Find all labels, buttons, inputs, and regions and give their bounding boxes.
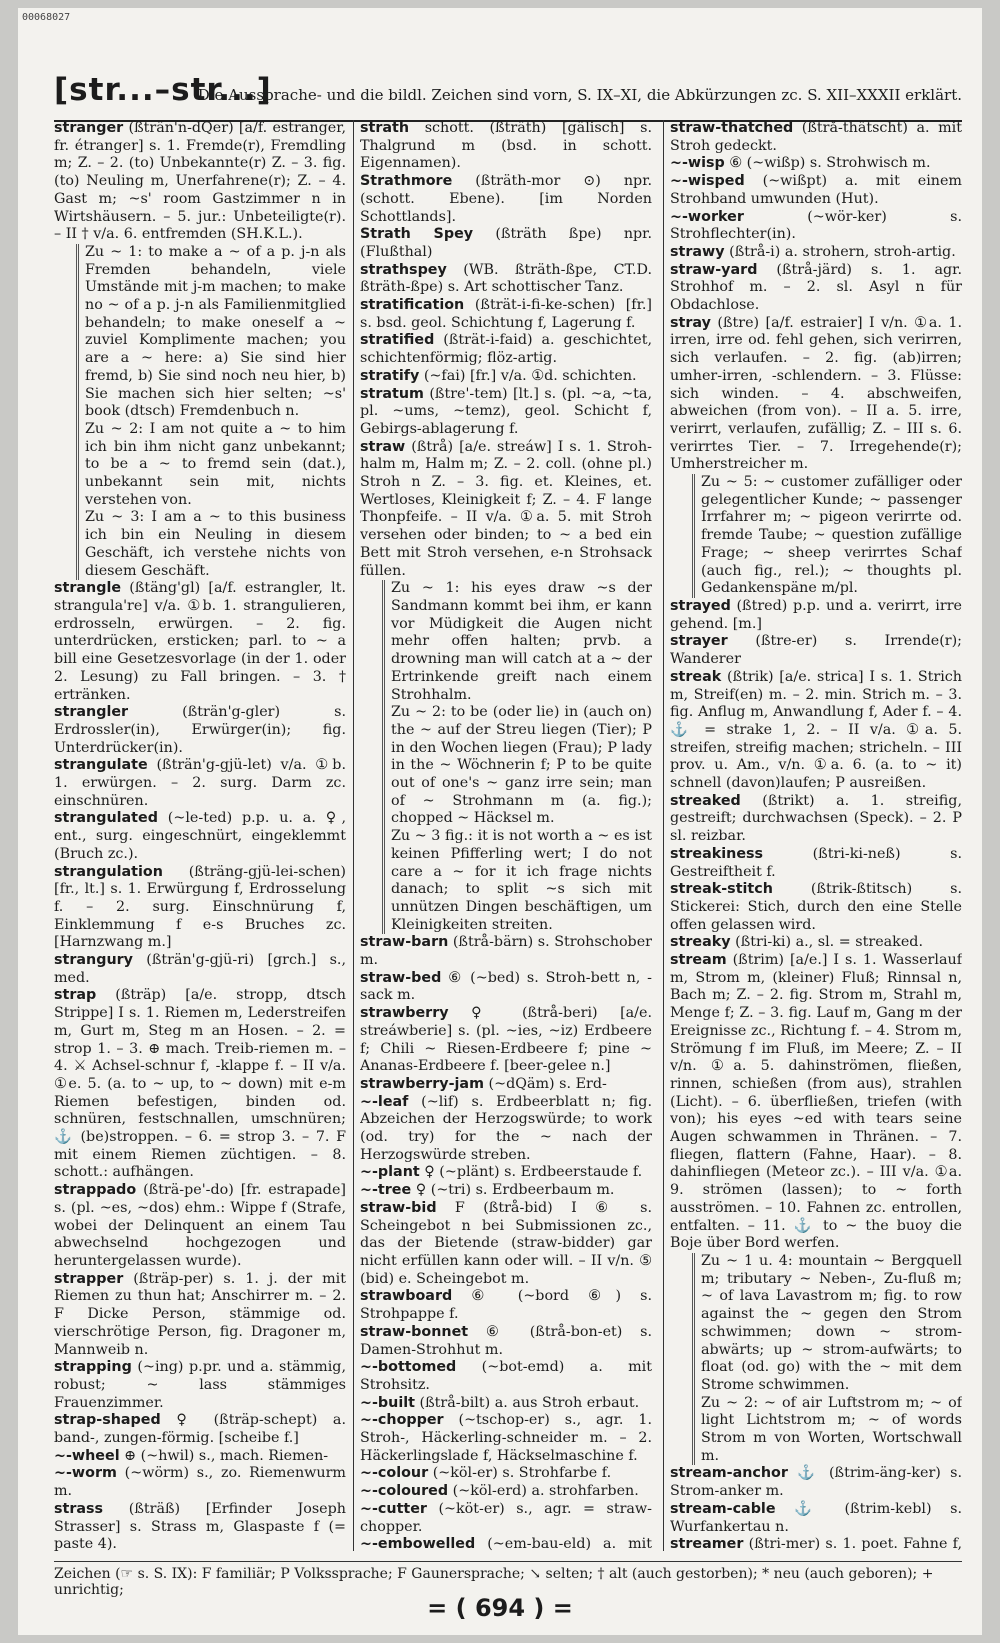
guide-words: [str...–str...] <box>54 72 272 108</box>
usage-phrase-block: Zu ~ 3: I am a ~ to this business ich bin ein Neuling in diesem Geschäft, ich verstehe nichts von diesem Geschäft. <box>76 509 346 580</box>
entry-definition: ♀ (ßtrå-beri) [a/e. streáwberie] s. (pl. ~ies, ~iz) Erdbeere f; Chili ~ Riesen-Erdbeere f; pine ~ Ananas-Erdbeere f. [beer-gelee n.] <box>360 1005 652 1075</box>
dictionary-entry <box>360 1288 652 1323</box>
entry-definition: (~wörm) s., zo. Riemenwurm m. <box>54 1465 346 1500</box>
entry-definition: (ßtrå-thätscht) a. mit Stroh gedeckt. <box>670 120 962 154</box>
header-note: Die Aussprache- und die bildl. Zeichen sind vorn, S. IX–XI, die Abkürzungen zc. S. XII–XXXII erklärt. <box>197 86 962 104</box>
entry-definition: (~le-ted) p.p. u. a. ♀, ent., surg. eingeschnürt, eingeklemmt (Bruch zc.). <box>54 810 346 862</box>
entry-headword: stratified <box>360 332 435 349</box>
entry-headword: stream <box>670 952 727 969</box>
entry-definition: ⚓ (ßtrim-äng-ker) s. Strom-anker m. <box>670 1465 962 1500</box>
entry-headword: strathspey <box>360 261 447 278</box>
dictionary-entry <box>360 173 652 226</box>
usage-phrase-block: Zu ~ 1: to make a ~ of a p. j-n als Fremden behandeln, viele Umstände mit j-m machen; to make no ~ of a p. j-n als Familienmitglied behandeln; to make oneself a ~ zuviel Komplimente machen; you are a ~ here: a) Sie sind hier fremd, b) Sie sind noch neu hier, b) Sie machen sich hier selten; ~s' book (dtsch) Fremdenbuch n. <box>76 244 346 421</box>
dictionary-entry <box>360 1182 652 1200</box>
dictionary-entry <box>360 1005 652 1076</box>
dictionary-entry <box>54 580 346 704</box>
entry-headword: stream-cable <box>670 1500 776 1517</box>
column-1 <box>54 120 346 1551</box>
usage-phrase-block: Zu ~ 2: ~ of air Luftstrom m; ~ of light Lichtstrom m; ~ of words Strom m von Worten, Wortschwall m. <box>692 1395 962 1466</box>
entry-headword: strayer <box>670 633 728 650</box>
entry-definition: (ßträth-mor ⊙) npr. (schott. Ebene). [im Norden Schottlands]. <box>360 173 652 225</box>
dictionary-entry <box>360 1501 652 1536</box>
entry-definition: (ßtre'-tem) [lt.] s. (pl. ~a, ~ta, pl. ~ums, ~temz), geol. Schicht f, Gebirgs-ablagerung f. <box>360 385 652 437</box>
entry-headword: strap-shaped <box>54 1412 161 1429</box>
entry-headword: straw <box>360 438 406 455</box>
usage-phrase-block: Zu ~ 5: ~ customer zufälliger oder gelegentlicher Kunde; ~ passenger Irrfahrer m; ~ pigeon verirrte od. fremde Taube; ~ question zufällige Frage; ~ sheep verirrtes Schaf (auch fig., rel.); ~ thoughts pl. Gedankenspäne m/pl. <box>692 474 962 598</box>
entry-headword: streaked <box>670 792 741 809</box>
entry-definition: (ßtre-er) s. Irrende(r); Wanderer <box>670 633 962 668</box>
dictionary-entry <box>360 226 652 261</box>
entry-definition: ⑥ (~wißp) s. Strohwisch m. <box>724 155 931 172</box>
dictionary-entry <box>360 332 652 367</box>
dictionary-entry <box>670 934 962 952</box>
dictionary-entry <box>54 704 346 757</box>
entry-definition: (~tschop-er) s., agr. 1. Stroh-, Häckerling-schneider m. – 2. Häckerlingslade f, Häckselmaschine f. <box>360 1412 652 1464</box>
dictionary-entry <box>360 1164 652 1182</box>
entry-headword: ~-worker <box>670 208 744 225</box>
entry-headword: ~-plant <box>360 1164 420 1181</box>
dictionary-entry <box>360 297 652 332</box>
entry-headword: strangulate <box>54 757 148 774</box>
entry-headword: ~-wisped <box>670 173 745 190</box>
entry-definition: (ßtri-ki-neß) s. Gestreiftheit f. <box>670 845 962 880</box>
entry-definition: (ßtrå-i) a. strohern, stroh-artig. <box>724 243 956 260</box>
entry-headword: ~-leaf <box>360 1093 409 1110</box>
entry-definition: (~bot-emd) a. mit Strohsitz. <box>360 1359 652 1393</box>
dictionary-entry <box>360 1324 652 1359</box>
dictionary-entry <box>670 1465 962 1500</box>
dictionary-entry <box>54 864 346 953</box>
entry-headword: strapper <box>54 1270 124 1287</box>
entry-definition: (~dQäm) s. Erd- <box>483 1075 607 1092</box>
entry-headword: stream-anchor <box>670 1465 788 1482</box>
entry-headword: stray <box>670 314 711 331</box>
dictionary-entry <box>54 1182 346 1271</box>
dictionary-entry <box>670 315 962 474</box>
entry-headword: strangury <box>54 952 134 969</box>
entry-headword: straw-yard <box>670 261 758 278</box>
entry-headword: ~-wheel <box>54 1447 120 1464</box>
dictionary-entry <box>670 793 962 846</box>
entry-headword: strangulation <box>54 863 163 880</box>
entry-headword: ~-built <box>360 1394 415 1411</box>
dictionary-entry <box>360 934 652 969</box>
entry-definition: (~köl-erd) a. strohfarben. <box>448 1483 639 1500</box>
entry-headword: ~-chopper <box>360 1412 444 1429</box>
entry-definition: (~köt-er) s., agr. = straw-chopper. <box>360 1500 652 1535</box>
entry-definition: (ßträp-per) s. 1. j. der mit Riemen zu thun hat; Anschirrer m. – 2. F Dicke Person, stämmige od. vierschrötige Person, fig. Dragoner m, Mannweib n. <box>54 1270 346 1358</box>
page-number: = ( 694 ) = <box>427 1594 573 1622</box>
dictionary-entry <box>360 262 652 297</box>
column-3 <box>670 120 962 1551</box>
entry-definition: ♀ (ßträp-schept) a. band-, zungen-förmig. [scheibe f.] <box>54 1412 346 1447</box>
entry-headword: ~-coloured <box>360 1483 449 1500</box>
entry-headword: streak-stitch <box>670 881 773 898</box>
dictionary-entry <box>54 1359 346 1412</box>
entry-definition: ♀ (~plänt) s. Erdbeerstaude f. <box>419 1164 643 1181</box>
dictionary-entry <box>360 1359 652 1394</box>
entry-definition: (ßträß) [Erfinder Joseph Strasser] s. Strass m, Glaspaste f (= paste 4). <box>54 1500 346 1551</box>
entry-headword: strawberry <box>360 1005 449 1022</box>
dictionary-entry <box>54 1501 346 1551</box>
entry-headword: stratify <box>360 367 420 384</box>
entry-definition: (~lif) s. Erdbeerblatt n; fig. Abzeichen der Herzogswürde; to work (od. try) for the ~ nach der Herzogswürde streben. <box>360 1093 652 1163</box>
entry-definition: (ßträth ßpe) npr. (Flußthal) <box>360 226 652 260</box>
dictionary-entry <box>670 633 962 668</box>
entry-definition: (~wör-ker) s. Strohflechter(in). <box>670 208 962 243</box>
dictionary-entry <box>670 262 962 315</box>
usage-phrase-block: Zu ~ 3 fig.: it is not worth a ~ es ist keinen Pfifferling wert; I do not care a ~ for it ich frage nichts danach; to split ~s sich mit unnützen Dingen beschäftigen, um Kleinigkeiten streiten. <box>382 828 652 934</box>
dictionary-entry <box>670 952 962 1253</box>
dictionary-entry <box>360 386 652 439</box>
entry-headword: stratification <box>360 297 465 314</box>
entry-headword: strawy <box>670 243 725 260</box>
dictionary-entry <box>54 1271 346 1360</box>
entry-headword: straw-bonnet <box>360 1323 469 1340</box>
usage-phrase-block: Zu ~ 2: to be (oder lie) in (auch on) the ~ auf der Streu liegen (Tier); P in den Wochen liegen (Frau); P lady in the ~ Wöchnerin f; P to be quite out of one's ~ ganz irre sein; man of ~ Strohmann m (a. fig.); chopped ~ Häcksel m. <box>382 704 652 828</box>
dictionary-entry <box>54 757 346 810</box>
entry-definition: (ßträn'g-gler) s. Erdrossler(in), Erwürger(in); fig. Unterdrücker(in). <box>54 704 346 756</box>
entry-headword: stranger <box>54 120 124 136</box>
page-header <box>54 72 962 122</box>
entry-definition: (ßtrå-järd) s. 1. agr. Strohhof m. – 2. sl. Asyl n für Obdachlose. <box>670 261 962 314</box>
symbol-legend: Zeichen (☞ s. S. IX): F familiär; P Volkssprache; F Gaunersprache; ↘ selten; † alt (auch gestorben); * neu (auch geboren); + unrichtig; <box>54 1561 962 1598</box>
entry-headword: strawboard <box>360 1288 453 1305</box>
entry-definition: (ßträ-pe'-do) [fr. estrapade] s. (pl. ~es, ~dos) ehm.: Wippe f (Strafe, wobei der Delinquent an einem Tau abwechselnd hochgezogen und heruntergelassen wurde). <box>54 1182 346 1269</box>
entry-definition: (ßtrim) [a/e.] I s. 1. Wasserlauf m, Strom m, (kleiner) Fluß; Rinnsal n, Bach m; Z. – 2. fig. Strom m, Strahl m, Menge f; Z. – 3. fig. Lauf m, Gang m der Ereignisse zc., Richtung f. – 4. Strom m, Strömung f im Fluß, im Meere; Z. – II v/n. ①a. 5. dahinströmen, fließen, rinnen, schießen (from aus), strahlen (Licht). – 6. überfließen, triefen (with von); his eyes ~ed with tears seine Augen schwammen in Thränen. – 7. fliegen, flattern (Fahne, Haar). – 8. dahinfliegen (Meteor zc.). – III v/a. ①a. 9. strömen (lassen); to ~ forth ausströmen. – 10. Fahnen zc. entrollen, entfalten. – 11. ⚓ to ~ the buoy die Boje über Bord werfen. <box>670 952 962 1252</box>
entry-headword: straw-bid <box>360 1199 437 1216</box>
entry-definition: (ßtrå-bilt) a. aus Stroh erbaut. <box>414 1394 640 1411</box>
dictionary-entry <box>670 1501 962 1536</box>
dictionary-entry <box>670 1536 962 1551</box>
dictionary-entry <box>360 970 652 1005</box>
dictionary-entry <box>360 1412 652 1465</box>
entry-headword: strapping <box>54 1359 132 1376</box>
dictionary-entry <box>360 1536 652 1551</box>
usage-phrase-block: Zu ~ 1: his eyes draw ~s der Sandmann kommt bei ihm, er kann vor Müdigkeit die Augen nicht mehr offen halten; prvb. a drowning man will catch at a ~ der Ertrinkende greift nach einem Strohhalm. <box>382 580 652 704</box>
dictionary-entry <box>670 209 962 244</box>
entry-headword: stratum <box>360 385 424 402</box>
entry-definition: (~wißpt) a. mit einem Strohband umwunden (Hut). <box>670 173 962 207</box>
entry-headword: ~-worm <box>54 1465 117 1482</box>
entry-headword: strangle <box>54 580 122 597</box>
dictionary-entry <box>360 1200 652 1289</box>
entry-definition: (ßtrik-ßtitsch) s. Stickerei: Stich, durch den eine Stelle offen gelassen wird. <box>670 881 962 933</box>
dictionary-entry <box>670 244 962 262</box>
scan-id: 00068027 <box>22 12 71 23</box>
entry-definition: (ßtred) p.p. und a. verirrt, irre gehend. [m.] <box>670 597 962 632</box>
entry-headword: ~-colour <box>360 1465 429 1482</box>
entry-definition: ⑥ (~bed) s. Stroh-bett n, -sack m. <box>360 969 652 1004</box>
dictionary-entry <box>54 1412 346 1447</box>
entry-definition: F (ßtrå-bid) I ⑥ s. Scheingebot n bei Submissionen zc., das der Bietende (straw-bidder) gar nicht erfüllen kann oder will. – II v/n. ⑤ (bid) e. Scheingebot m. <box>360 1199 652 1287</box>
entry-headword: strangulated <box>54 810 158 827</box>
entry-definition: (ßträng-gjü-lei-schen) [fr., lt.] s. 1. Erwürgung f, Erdrosselung f. – 2. surg. Einschnürung f, Einklemmung f e-s Bruches zc. [Harnzwang m.] <box>54 863 346 951</box>
entry-definition: (~em-bau-eld) a. mit <box>487 1536 652 1551</box>
entry-definition: (ßtri-ki) a., sl. = streaked. <box>730 934 923 951</box>
dictionary-entry <box>360 1483 652 1501</box>
entry-headword: straw-barn <box>360 934 449 951</box>
entry-definition: (~fai) [fr.] v/a. ①d. schichten. <box>419 367 637 384</box>
entry-definition: (~köl-er) s. Strohfarbe f. <box>428 1465 612 1482</box>
entry-definition: ⚓ (ßtrim-kebl) s. Wurfankertau n. <box>670 1500 962 1535</box>
dictionary-entry <box>670 598 962 633</box>
entry-headword: Strathmore <box>360 173 453 190</box>
entry-headword: strappado <box>54 1182 137 1199</box>
dictionary-entry <box>360 1076 652 1094</box>
dictionary-entry <box>360 1094 652 1165</box>
entry-definition: ⊕ (~hwil) s., mach. Riemen- <box>119 1447 329 1464</box>
entry-definition: (ßtrå) [a/e. streáw] I s. 1. Stroh-halm m, Halm m; Z. – 2. coll. (ohne pl.) Stroh n Z. – 3. fig. et. Kleines, et. Wertloses, Kleinigkeit f; Z. – 4. F lange Thonpfeife. – II v/a. ①a. 5. mit Stroh versehen oder binden; to ~ a bed ein Bett mit Stroh versehen, e-n Strohsack füllen. <box>360 438 652 579</box>
dictionary-entry <box>670 155 962 173</box>
dictionary-entry <box>670 881 962 934</box>
entry-definition: (ßträt-i-faid) a. geschichtet, schichtenförmig; flöz-artig. <box>360 332 652 367</box>
entry-definition: (ßtrikt) a. 1. streifig, gestreift; durchwachsen (Speck). – 2. P sl. reizbar. <box>670 792 962 845</box>
entry-definition: ♀ (~tri) s. Erdbeerbaum m. <box>411 1182 615 1199</box>
dictionary-entry <box>360 368 652 386</box>
dictionary-entry <box>670 846 962 881</box>
entry-headword: strap <box>54 987 97 1004</box>
entry-definition: (~ing) p.pr. und a. stämmig, robust; ~ lass stämmiges Frauenzimmer. <box>54 1359 346 1411</box>
entry-definition: ⑥ (~bord ⑥) s. Strohpappe f. <box>360 1288 652 1323</box>
dictionary-entry <box>54 1448 346 1466</box>
entry-definition: ⑥ (ßtrå-bon-et) s. Damen-Strohhut m. <box>360 1323 652 1358</box>
entry-definition: (ßträn'g-gjü-ri) [grch.] s., med. <box>54 952 346 986</box>
entry-definition: (ßträn'n-dQer) [a/f. estranger, fr. étranger] s. 1. Fremde(r), Fremdling m; Z. – 2. (to) Unbekannte(r) Z. – 3. fig. (to) Neuling m, Unerfahrene(r); Z. – 4. Gast m; ~s' room Gastzimmer n in Wirtshäusern. – 5. jur.: Unbeteiligte(r). – II † v/a. 6. entfremden (SH.K.L.). <box>54 120 346 243</box>
entry-headword: streak <box>670 668 722 685</box>
entry-headword: streaky <box>670 934 731 951</box>
column-divider <box>353 120 354 1551</box>
dictionary-page <box>18 8 982 1635</box>
entry-definition: (ßtre) [a/f. estraier] I v/n. ①a. 1. irren, irre od. fehl gehen, sich verirren, sich verlaufen. – 2. fig. (ab)irren; umher-irren, -schlendern. – 3. Flüsse: sich winden. – 4. abschweifen, abweichen (from von). – II a. 5. irre, verirrt, verlaufen, zufällig; Z. – III s. 6. verirrtes Tier. – 7. Irregehende(r); Umherstreicher m. <box>670 314 962 473</box>
dictionary-entry <box>360 439 652 581</box>
entry-headword: streakiness <box>670 845 764 862</box>
column-2 <box>360 120 652 1551</box>
usage-phrase-block: Zu ~ 2: I am not quite a ~ to him ich bin ihm nicht ganz unbekannt; to be a ~ to fremd sein (dat.), unbekannt sein mit, nichts verstehen von. <box>76 421 346 510</box>
entry-headword: strawberry-jam <box>360 1075 484 1092</box>
entry-headword: ~-tree <box>360 1182 412 1199</box>
entry-definition: (ßträp) [a/e. stropp, dtsch Strippe] I s. 1. Riemen m, Lederstreifen m, Gurt m, Steg m an Hosen. – 2. = strop 1. – 3. ⊕ mach. Treib-riemen m. – 4. ⚔ Achsel-schnur f, -klappe f. – II v/a. ①e. 5. (a. to ~ up, to ~ down) mit e-m Riemen befestigen, binden od. schnüren, festschnallen, umschnüren; ⚓ (be)stroppen. – 6. = strop 3. – 7. F mit einem Riemen züchtigen. – 8. schott.: aufhängen. <box>54 987 346 1181</box>
dictionary-entry <box>670 669 962 793</box>
dictionary-entry <box>54 120 346 244</box>
entry-headword: straw-bed <box>360 969 442 986</box>
entry-definition: (ßtäng'gl) [a/f. estrangler, lt. strangula're] v/a. ①b. 1. strangulieren, erdrosseln, erwürgen. – 2. fig. unterdrücken, ersticken; parl. to ~ a bill eine Gesetzesvorlage (in der 1. oder 2. Lesung) zu Fall bringen. – 3. † ertränken. <box>54 580 346 703</box>
entry-definition: (WB. ßträth-ßpe, CT.D. ßträth-ßpe) s. Art schottischer Tanz. <box>360 261 652 296</box>
dictionary-entry <box>360 1465 652 1483</box>
entry-headword: strass <box>54 1500 104 1517</box>
dictionary-entry <box>360 120 652 173</box>
entry-definition: (ßtrå-bärn) s. Strohschober m. <box>360 934 652 969</box>
entry-headword: Strath Spey <box>360 226 474 243</box>
entry-headword: strayed <box>670 597 731 614</box>
entry-definition: (ßtrik) [a/e. strica] I s. 1. Strich m, Streif(en) m. – 2. min. Strich m. – 3. fig. Anflug m, Anwandlung f, Ader f. – 4. ⚓ = strake 1, 2. – II v/a. ①a. 5. streifen, streifig machen; stricheln. – III prov. u. Am., v/n. ①a. 6. (a. to ~ it) schnell (davon)laufen; P ausreißen. <box>670 668 962 792</box>
entry-definition: (ßträt-i-fi-ke-schen) [fr.] s. bsd. geol. Schichtung f, Lagerung f. <box>360 297 652 331</box>
entry-definition: schott. (ßträth) [gälisch] s. Thalgrund m (bsd. in schott. Eigennamen). <box>360 120 652 172</box>
column-divider <box>663 120 664 1551</box>
dictionary-entry <box>54 952 346 987</box>
entry-headword: ~-embowelled <box>360 1536 476 1551</box>
entry-definition: (ßtri-mer) s. 1. poet. Fahne f, <box>748 1536 962 1551</box>
entry-headword: streamer <box>670 1536 744 1551</box>
dictionary-entry <box>54 1465 346 1500</box>
dictionary-entry <box>670 120 962 155</box>
entry-headword: ~-bottomed <box>360 1359 457 1376</box>
dictionary-entry <box>670 173 962 208</box>
entry-headword: ~-wisp <box>670 155 725 172</box>
entry-headword: straw-thatched <box>670 120 794 136</box>
entry-definition: (ßträn'g-gjü-let) v/a. ①b. 1. erwürgen. – 2. surg. Darm zc. einschnüren. <box>54 757 346 809</box>
dictionary-entry <box>54 810 346 863</box>
dictionary-entry <box>54 987 346 1182</box>
entry-headword: ~-cutter <box>360 1500 427 1517</box>
dictionary-entry <box>360 1395 652 1413</box>
entry-headword: strangler <box>54 704 129 721</box>
entry-headword: strath <box>360 120 410 136</box>
usage-phrase-block: Zu ~ 1 u. 4: mountain ~ Bergquell m; tributary ~ Neben-, Zu-fluß m; ~ of lava Lavastrom m; fig. to row against the ~ gegen den Strom schwimmen; down ~ strom-abwärts; up ~ strom-aufwärts; to float (od. go) with the ~ mit dem Strome schwimmen. <box>692 1253 962 1395</box>
